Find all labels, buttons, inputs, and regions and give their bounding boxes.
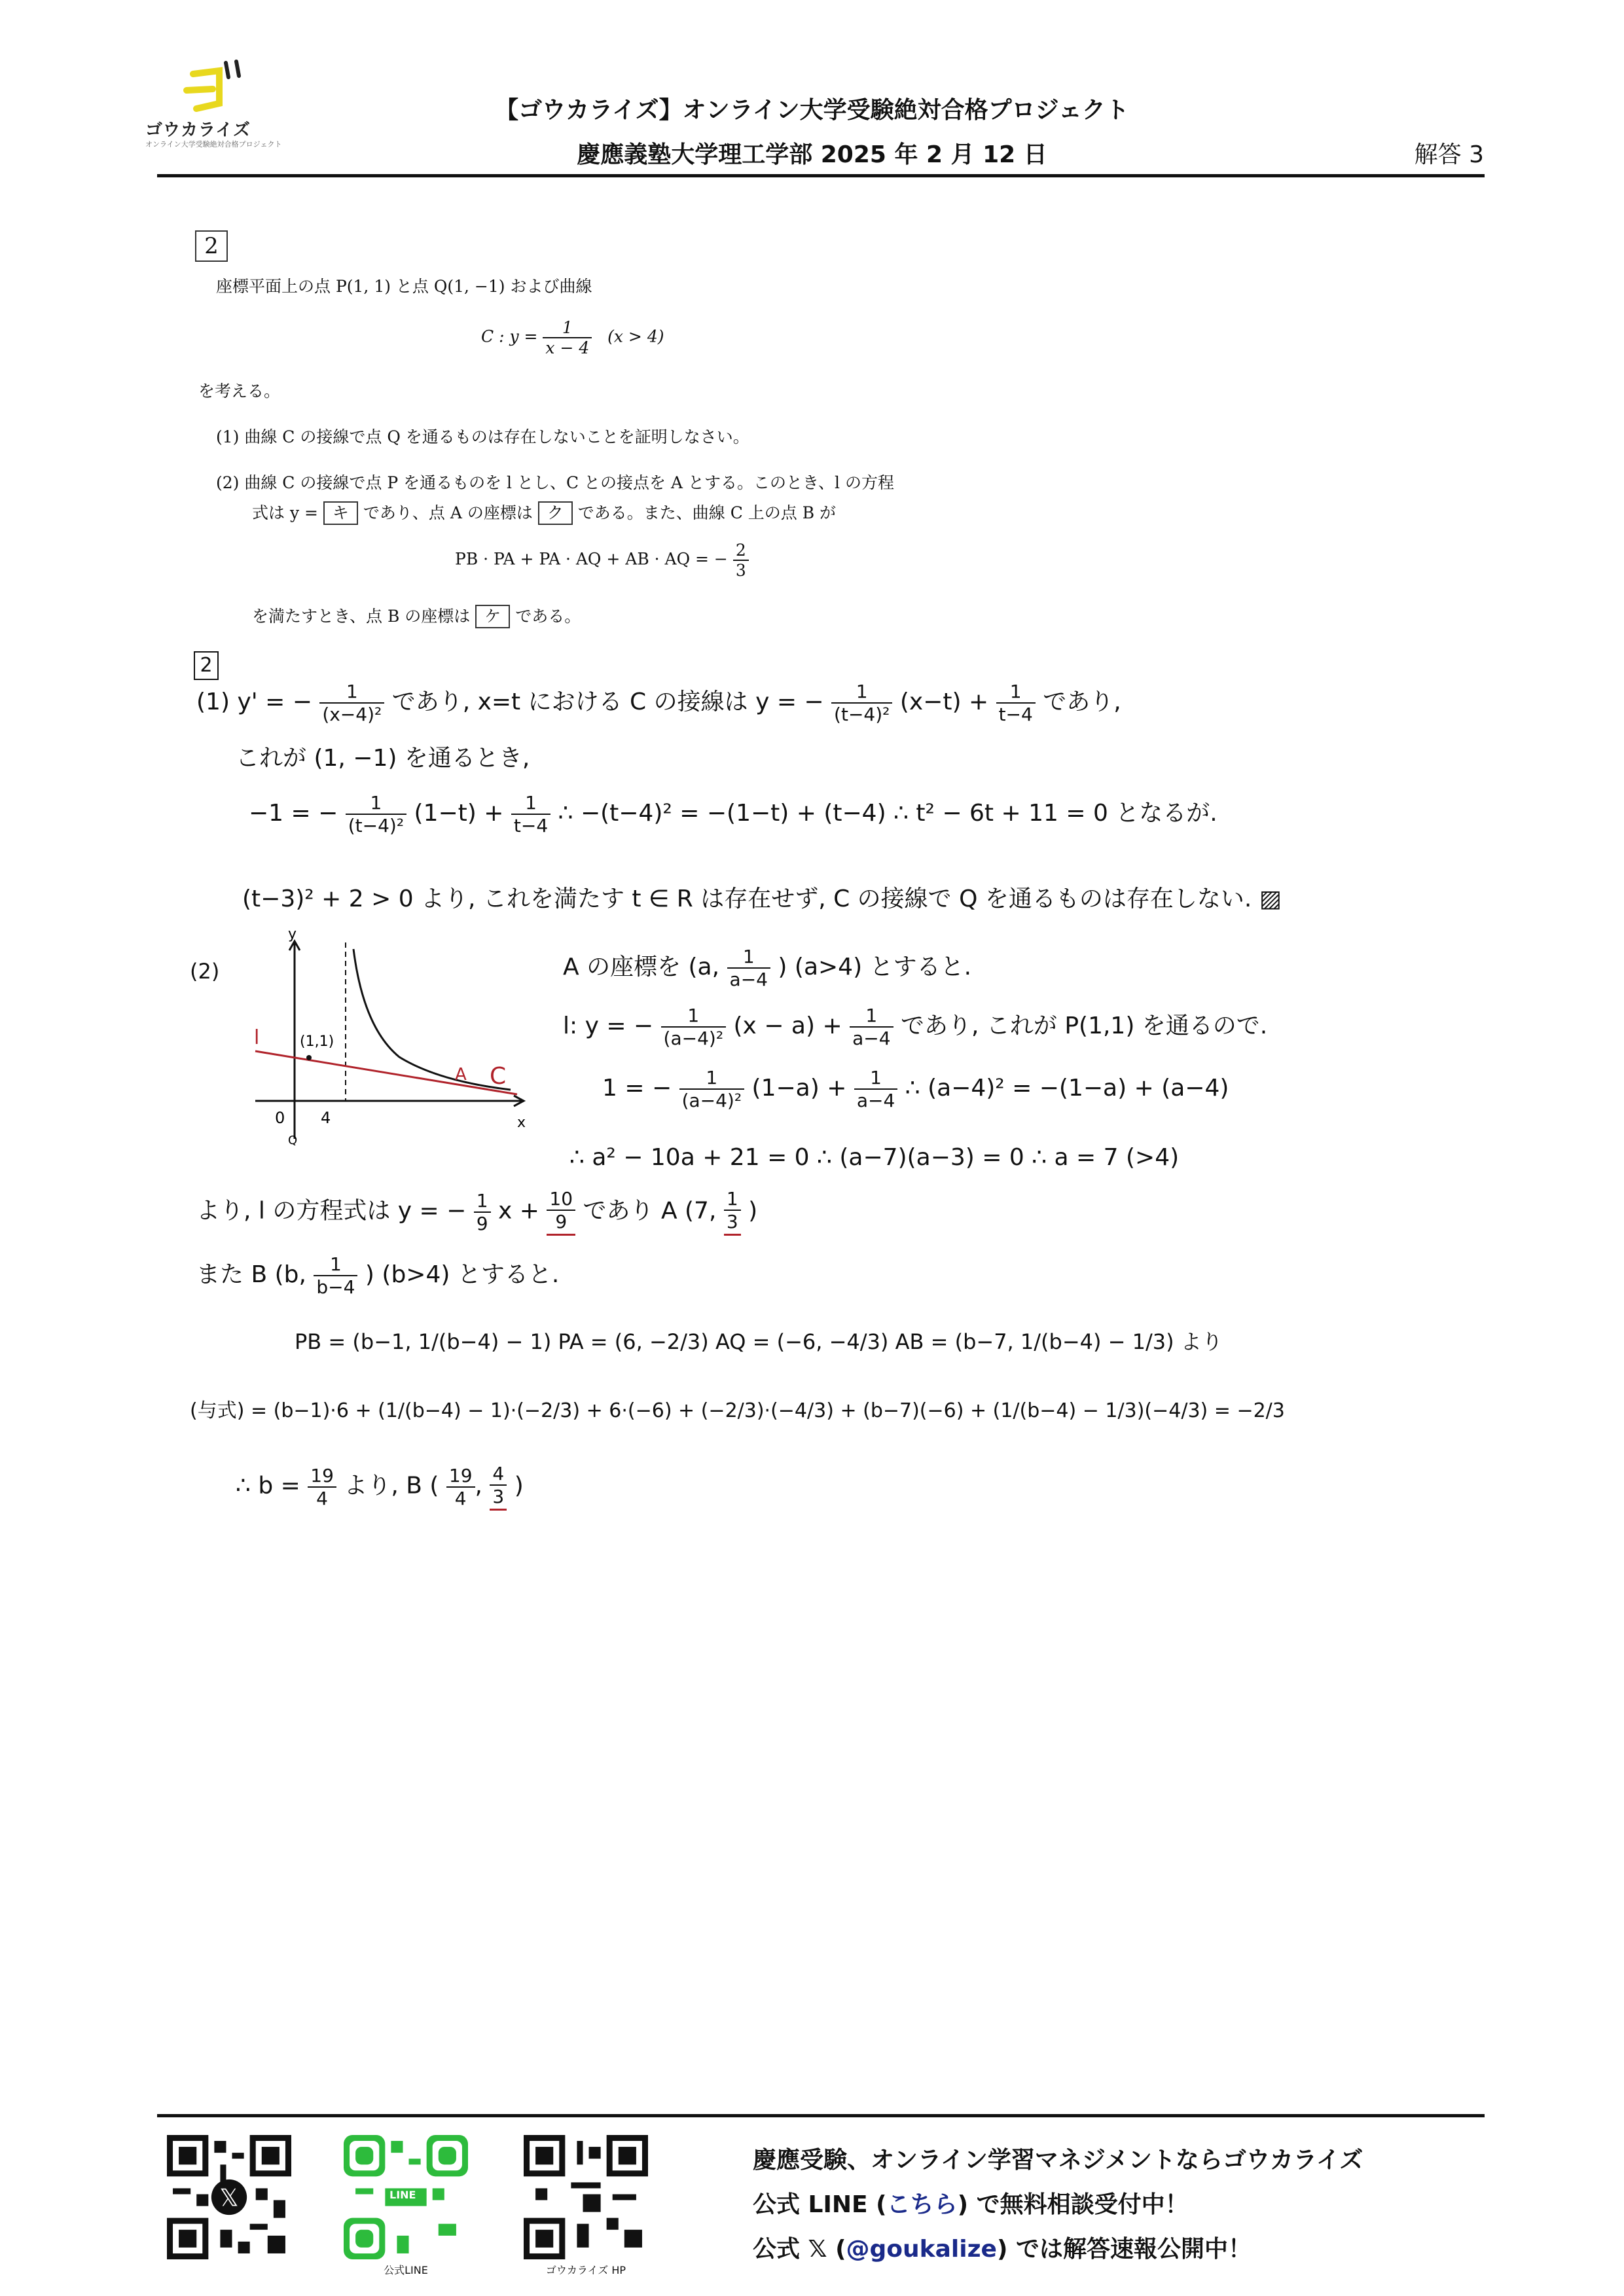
s13b-den2: 3	[492, 1486, 505, 1507]
s6b-text: (x − a) +	[733, 1013, 842, 1039]
curve-c	[353, 949, 511, 1090]
x-axis-label: x	[517, 1115, 526, 1131]
solution-number: 2	[194, 651, 219, 680]
footer-divider	[157, 2114, 1485, 2117]
s13c-text: )	[514, 1472, 524, 1499]
s13-frac-a	[308, 1465, 336, 1509]
problem-number: 2	[195, 230, 228, 262]
solution-line-5	[563, 946, 971, 990]
s10a-num: 1	[314, 1253, 357, 1276]
s1d-text: であり,	[1043, 689, 1121, 715]
solution-line-6	[563, 1005, 1267, 1049]
part-2-label: (2)	[190, 959, 220, 984]
s13b-num1: 19	[446, 1465, 475, 1488]
logo-subtext: オンライン大学受験絶対合格プロジェクト	[145, 140, 282, 149]
s9b-den: 9	[555, 1211, 568, 1232]
s13a-num: 19	[308, 1465, 336, 1488]
solution-line-11: PB = (b−1, 1/(b−4) − 1) PA = (6, −2/3) AQ = (−6, −4/3) AB = (b−7, 1/(b−4) − 1/3) より	[295, 1329, 1223, 1354]
s5b-text: ) (a>4) とすると.	[778, 954, 972, 980]
curve-num: 1	[543, 318, 592, 338]
s9b-num: 10	[547, 1188, 575, 1211]
four-label: 4	[321, 1109, 331, 1127]
question-2-line1: (2) 曲線 C の接線で点 P を通るものを l とし、C との接点を A とする。このとき、l の方程	[216, 473, 894, 492]
svg-text:𝕏: 𝕏	[219, 2183, 239, 2212]
s3a-text: −1 = −	[249, 800, 338, 827]
answer-box-ku: ク	[538, 501, 573, 525]
s9c-den: 3	[726, 1211, 738, 1232]
s1a-num: 1	[319, 681, 384, 704]
footer-line-3b: ) では解答速報公開中！	[996, 2236, 1252, 2263]
s9-frac-b	[547, 1188, 575, 1236]
s7-frac-b	[854, 1067, 897, 1111]
s13-frac-b	[446, 1465, 475, 1509]
s1-frac-c	[996, 681, 1036, 725]
solution-line-8: ∴ a² − 10a + 21 = 0 ∴ (a−7)(a−3) = 0 ∴ a = 7 (>4)	[569, 1144, 1180, 1171]
s3c-text: ∴ −(t−4)² = −(1−t) + (t−4) ∴ t² − 6t + 11 = 0 となるが.	[558, 800, 1218, 827]
s6a-text: l: y = −	[563, 1013, 654, 1039]
vector-eq-text: PB · PA + PA · AQ + AB · AQ = −	[455, 549, 728, 569]
curve-fraction	[543, 318, 592, 357]
s6-frac-b	[850, 1005, 893, 1049]
hp-qr-code-icon	[524, 2135, 648, 2259]
s13b-text: より, B (	[344, 1472, 439, 1499]
s9a-num: 1	[474, 1190, 491, 1213]
problem-consider: を考える。	[198, 382, 281, 401]
page-subtitle: 慶應義塾大学理工学部 2025 年 2 月 12 日	[577, 141, 1047, 168]
qr-line-caption: 公式LINE	[384, 2264, 428, 2276]
s3b-den: t−4	[513, 815, 549, 836]
question-2-line4	[252, 603, 581, 628]
qr-x[interactable]	[167, 2135, 291, 2262]
s9a-text: より, l の方程式は y = −	[196, 1197, 467, 1225]
origin-label: 0	[275, 1109, 285, 1127]
s1-frac-b	[831, 681, 892, 725]
footer-line-2a: 公式 LINE (	[753, 2191, 887, 2218]
s9-frac-c	[724, 1188, 741, 1236]
s3a-num: 1	[346, 792, 406, 815]
s3-frac-a	[346, 792, 406, 836]
s7c-text: ∴ (a−4)² = −(1−a) + (a−4)	[905, 1075, 1229, 1102]
sketch-graph	[249, 929, 537, 1145]
s7b-text: (1−a) +	[751, 1075, 847, 1102]
curve-c-label: C	[490, 1063, 507, 1090]
vector-eq-fraction	[733, 541, 749, 580]
qr-hp[interactable]	[524, 2135, 648, 2277]
s1b-num: 1	[831, 681, 892, 704]
s7a-text: 1 = −	[602, 1075, 672, 1102]
footer-line-2	[753, 2186, 1189, 2219]
s13b-num2: 4	[490, 1463, 507, 1486]
curve-den: x − 4	[545, 338, 590, 357]
s1b-text: であり, x=t における C の接線は y = −	[391, 689, 824, 715]
line-l-label: l	[254, 1026, 260, 1049]
s9-frac-a	[474, 1190, 491, 1234]
solution-line-12: (与式) = (b−1)·6 + (1/(b−4) − 1)·(−2/3) + 6·(−6) + (−2/3)·(−4/3) + (b−7)(−6) + (1/(b−4) − 1/3)(−4/3) = −2/3	[190, 1399, 1285, 1422]
s9a-den: 9	[476, 1212, 488, 1234]
s10a-text: また B (b,	[196, 1261, 306, 1288]
s3b-num: 1	[511, 792, 550, 815]
solution-line-7	[602, 1067, 1229, 1111]
s7a-num: 1	[679, 1067, 745, 1090]
s5a-den: a−4	[729, 969, 768, 990]
s7-frac-a	[679, 1067, 745, 1111]
s13a-text: ∴ b =	[236, 1472, 300, 1499]
question-1: (1) 曲線 C の接線で点 Q を通るものは存在しないことを証明しなさい。	[216, 427, 749, 446]
s3b-text: (1−t) +	[414, 800, 504, 827]
line-link[interactable]: こちら	[886, 2191, 958, 2218]
q2-text-c: である。また、曲線 C 上の点 B が	[577, 503, 837, 522]
s1b-den: (t−4)²	[834, 704, 890, 725]
s1c-den: t−4	[998, 704, 1033, 725]
solution-line-10	[196, 1253, 559, 1298]
s6a-den: (a−4)²	[663, 1028, 724, 1049]
logo-text: ゴウカライズ	[145, 120, 251, 140]
point-q-label: Q	[288, 1134, 298, 1145]
s6b-den: a−4	[852, 1028, 891, 1049]
s7a-den: (a−4)²	[681, 1090, 742, 1111]
s1-text: (1) y' = −	[196, 689, 312, 715]
s1-frac-a	[319, 681, 384, 725]
qr-line[interactable]	[344, 2135, 468, 2277]
footer-line-2b: ) で無料相談受付中！	[957, 2191, 1189, 2218]
line-badge: LINE	[389, 2189, 416, 2201]
question-2-line2	[252, 500, 836, 525]
point-p	[306, 1055, 312, 1060]
problem-intro: 座標平面上の点 P(1, 1) と点 Q(1, −1) および曲線	[216, 277, 592, 296]
s10a-den: b−4	[316, 1276, 355, 1298]
vector-num: 2	[733, 541, 749, 561]
curve-equation	[481, 318, 664, 357]
s13-frac-c	[490, 1463, 507, 1511]
s7b-num: 1	[854, 1067, 897, 1090]
solution-line-4: (t−3)² + 2 > 0 より, これを満たす t ∈ R は存在せず, C の接線で Q を通るものは存在しない. ▨	[242, 886, 1282, 912]
s9d-text: )	[748, 1197, 758, 1225]
s1c-num: 1	[996, 681, 1036, 704]
s13b-den1: 4	[454, 1487, 467, 1509]
footer-line-3a: 公式 𝕏 (	[753, 2236, 846, 2263]
answer-box-ki: キ	[323, 501, 358, 525]
q2-text-e: である。	[515, 607, 581, 626]
s3-frac-b	[511, 792, 550, 836]
q2-text-b: であり、点 A の座標は	[363, 503, 533, 522]
solution-line-1	[196, 681, 1121, 725]
header-divider	[157, 174, 1485, 177]
solution-line-9	[196, 1188, 757, 1236]
qr-code-icon	[167, 2135, 291, 2259]
s6c-text: であり, これが P(1,1) を通るので.	[900, 1013, 1268, 1039]
vector-equation	[455, 541, 749, 580]
q2-text-a: 式は y =	[252, 503, 318, 522]
solution-line-13: ∴ b = $\frac{19}{4}$ より, B ( $\frac{19}{4}$ , $\frac{4}{3}$ )	[236, 1463, 524, 1511]
page-number: 解答 3	[1414, 141, 1484, 168]
point-p-label: (1,1)	[300, 1033, 334, 1050]
s3a-den: (t−4)²	[348, 815, 405, 836]
s9b-text: x +	[498, 1197, 539, 1225]
qr-hp-caption: ゴウカライズ HP	[545, 2264, 626, 2276]
s7b-den: a−4	[856, 1090, 895, 1111]
point-a-label: A	[455, 1065, 467, 1085]
s5a-text: A の座標を (a,	[563, 954, 720, 980]
curve-lhs: C : y =	[481, 327, 538, 346]
s1a-den: (x−4)²	[322, 704, 382, 725]
q2-text-d: を満たすとき、点 B の座標は	[252, 607, 471, 626]
s6-frac-a	[661, 1005, 727, 1049]
s9c-num: 1	[724, 1188, 741, 1211]
s10-frac	[314, 1253, 357, 1298]
s10b-text: ) (b>4) とすると.	[365, 1261, 560, 1288]
s6b-num: 1	[850, 1005, 893, 1028]
solution-line-3	[249, 792, 1218, 836]
footer-line-1: 慶應受験、オンライン学習マネジメントならゴウカライズ	[753, 2147, 1363, 2174]
s1c-text: (x−t) +	[899, 689, 989, 715]
answer-box-ke: ケ	[475, 605, 510, 628]
s13a-den: 4	[316, 1487, 328, 1509]
vector-den: 3	[735, 561, 746, 580]
page-title: 【ゴウカライズ】オンライン大学受験絶対合格プロジェクト	[495, 97, 1129, 124]
s5-frac	[727, 946, 770, 990]
x-account-link[interactable]: @goukalize	[846, 2236, 997, 2263]
s5a-num: 1	[727, 946, 770, 969]
footer-line-3	[753, 2231, 1252, 2264]
s9c-text: であり A (7,	[583, 1197, 717, 1225]
curve-cond: (x > 4)	[607, 327, 664, 346]
y-axis-label: y	[288, 929, 297, 942]
s6a-num: 1	[661, 1005, 727, 1028]
solution-line-2: これが (1, −1) を通るとき,	[236, 745, 530, 772]
